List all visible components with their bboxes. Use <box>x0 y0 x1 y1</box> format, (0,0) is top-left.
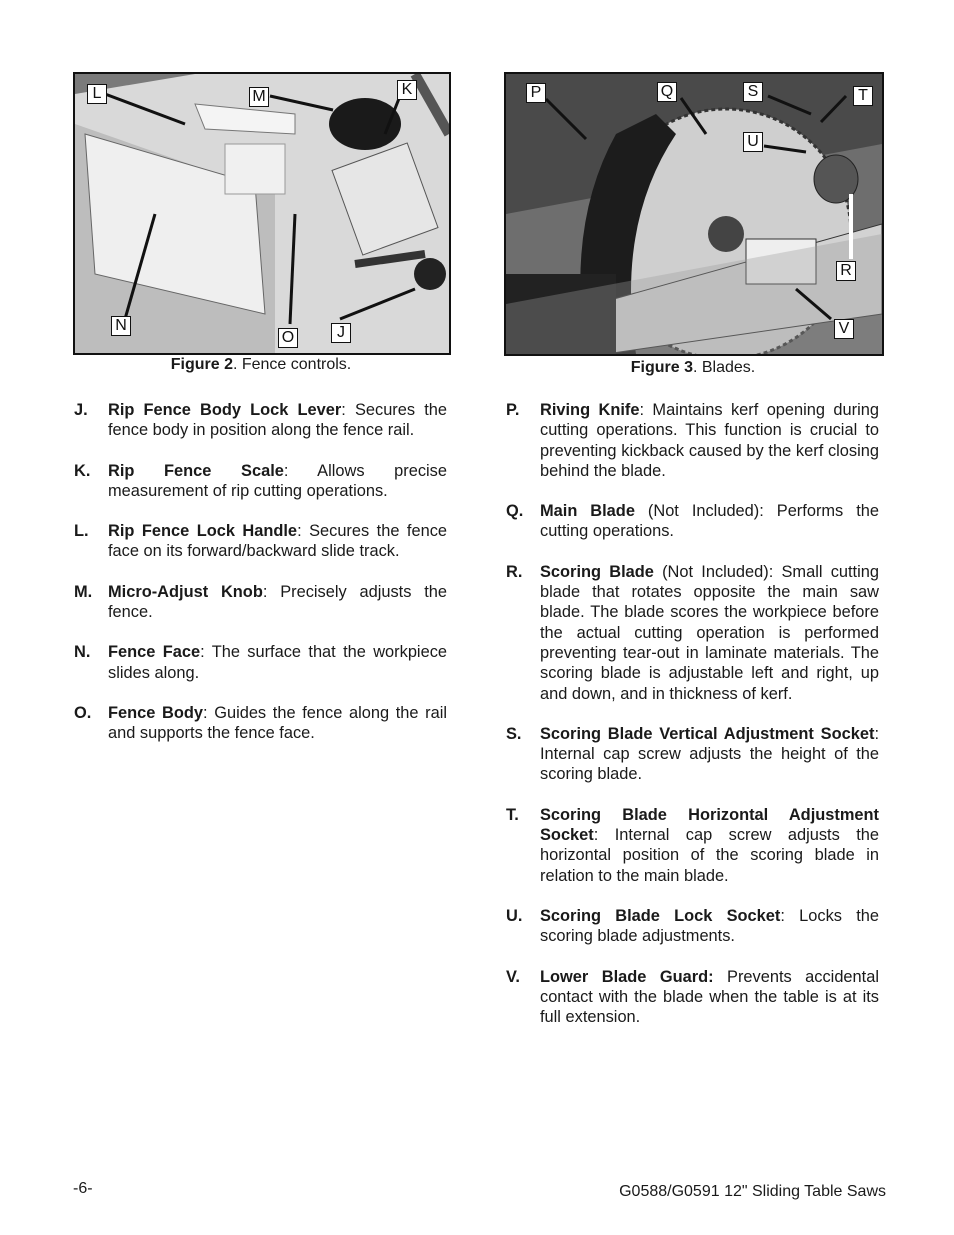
list-item <box>74 461 447 502</box>
item-letter: U. <box>506 906 523 925</box>
item-text: : Locks the scoring blade adjustments. <box>540 906 880 946</box>
item-term: Scoring Blade Vertical Adjustment Socket <box>540 724 875 743</box>
figure-2-photo <box>73 72 451 355</box>
figure-2-caption-label: Figure 2 <box>170 356 233 373</box>
list-item <box>74 400 447 441</box>
item-text: Prevents accidental contact with the blade when the table is at its full extension. <box>540 967 879 1027</box>
figure-3-caption-text: . Blades. <box>692 359 756 376</box>
item-text: : Precisely adjusts the fence. <box>108 582 447 622</box>
list-item <box>74 703 447 744</box>
figure-3-caption <box>504 359 882 377</box>
list-item <box>506 400 879 481</box>
callout-K: K <box>397 80 417 100</box>
item-letter: R. <box>506 562 523 581</box>
item-letter: V. <box>506 967 520 986</box>
item-text: : Secures the fence face on its forward/backward slide track. <box>108 522 447 561</box>
fence-controls-illustration <box>75 74 449 353</box>
item-term: Fence Face <box>108 643 201 662</box>
list-item <box>506 906 879 947</box>
item-term: Scoring Blade Lock Socket <box>540 906 781 925</box>
item-text: (Not Included): Performs the cutting operations. <box>540 502 879 541</box>
callout-N: N <box>111 316 131 336</box>
callout-P: P <box>526 83 546 103</box>
item-letter: M. <box>74 582 93 601</box>
item-letter: S. <box>506 724 522 743</box>
right-description-list <box>506 400 879 1047</box>
item-letter: T. <box>506 805 519 824</box>
callout-T: T <box>853 86 873 106</box>
item-letter: Q. <box>506 502 524 521</box>
item-text: : The surface that the workpiece slides along. <box>108 643 447 682</box>
figure-3-caption-label: Figure 3 <box>630 359 693 376</box>
item-term: Rip Fence Scale <box>108 461 284 480</box>
item-letter: O. <box>74 703 92 722</box>
item-text: : Internal cap screw adjusts the height of the scoring blade. <box>540 724 879 784</box>
item-text: : Allows precise measurement of rip cutting operations. <box>108 461 447 500</box>
list-item <box>506 724 879 785</box>
item-letter: L. <box>74 522 89 541</box>
figure-2-caption-text: . Fence controls. <box>232 356 352 373</box>
callout-R: R <box>836 261 856 281</box>
page-number: -6- <box>73 1180 93 1197</box>
footer-title: G0588/G0591 12" Sliding Table Saws <box>619 1183 886 1200</box>
item-term: Micro-Adjust Knob <box>108 582 263 601</box>
item-letter: K. <box>74 461 91 480</box>
item-term: Fence Body <box>108 703 203 722</box>
callout-Q: Q <box>657 82 677 102</box>
item-term: Main Blade <box>540 502 635 521</box>
item-text: : Guides the fence along the rail and supports the fence face. <box>108 703 447 743</box>
list-item <box>506 967 879 1028</box>
item-term: Rip Fence Lock Handle <box>108 522 298 541</box>
callout-O: O <box>278 328 298 348</box>
callout-S: S <box>743 82 763 102</box>
callout-J: J <box>331 323 351 343</box>
list-item <box>74 582 447 623</box>
list-item <box>74 521 447 562</box>
list-item <box>506 501 879 542</box>
callout-U: U <box>743 132 763 152</box>
item-text: : Secures the fence body in position along the fence rail. <box>108 401 447 440</box>
callout-V: V <box>834 319 854 339</box>
item-letter: N. <box>74 643 91 662</box>
list-item <box>74 642 447 683</box>
item-text: : Maintains kerf opening during cutting operations. This function is crucial to preventing kickback caused by the kerf closing behind the blade. <box>540 401 879 480</box>
item-text: : Internal cap screw adjusts the horizontal position of the scoring blade in relation to the main blade. <box>540 826 879 885</box>
left-description-list <box>74 400 447 764</box>
figure-2-caption <box>73 356 449 374</box>
item-text: (Not Included): Small cutting blade that rotates opposite the main saw blade. The blade scores the workpiece before the actual cutting operation is performed preventing tear-out in laminate materials. The scoring blade is adjustable left and right, up and down, and in thickness of kerf. <box>540 562 879 703</box>
item-term: Scoring Blade <box>540 562 654 581</box>
blades-illustration <box>506 74 882 354</box>
callout-M: M <box>249 87 269 107</box>
item-term: Lower Blade Guard: <box>540 967 714 986</box>
item-term: Scoring Blade Horizontal Adjustment Socket <box>540 805 879 845</box>
list-item <box>506 562 879 704</box>
list-item <box>506 805 879 886</box>
item-term: Riving Knife <box>540 401 640 419</box>
figure-3-photo <box>504 72 884 356</box>
item-letter: P. <box>506 401 520 419</box>
item-term: Rip Fence Body Lock Lever <box>108 401 342 419</box>
callout-L: L <box>87 84 107 104</box>
item-letter: J. <box>74 401 88 419</box>
